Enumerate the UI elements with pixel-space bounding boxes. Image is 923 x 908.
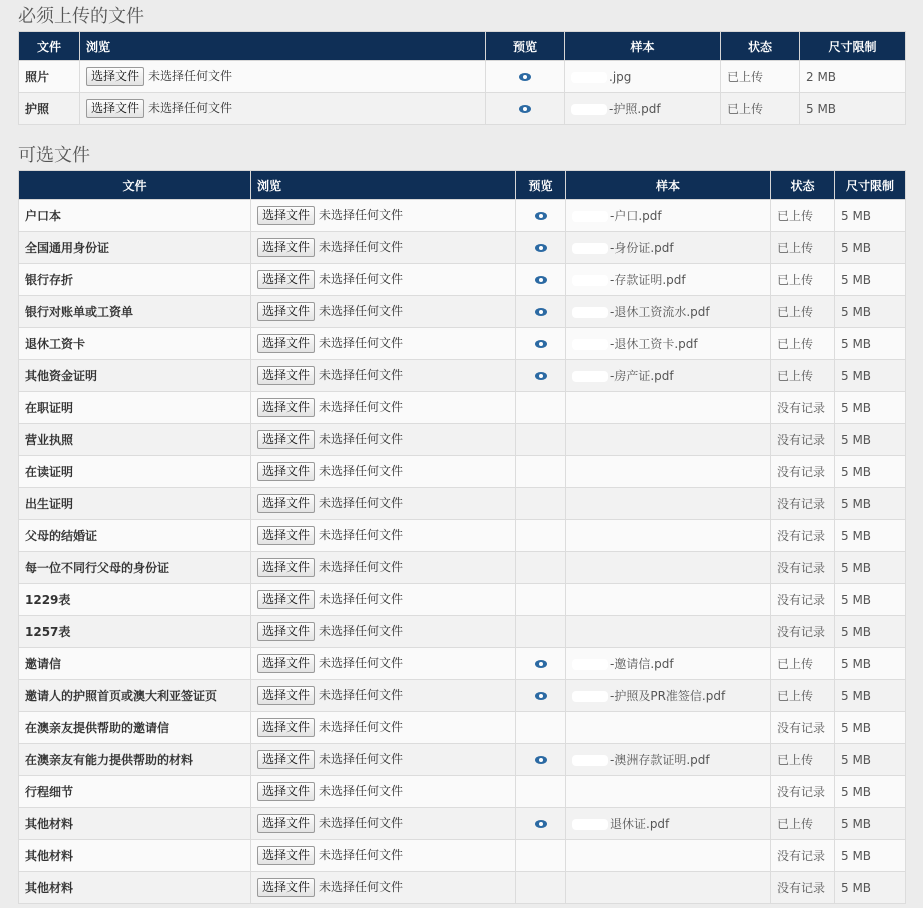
table-row: [19, 840, 906, 872]
sample-cell: [566, 296, 771, 328]
header-browse: 浏览: [80, 32, 486, 61]
size-limit: 5 MB: [835, 776, 906, 808]
file-name: 其他材料: [19, 872, 251, 904]
choose-file-button[interactable]: 选择文件: [257, 718, 315, 737]
browse-cell: [251, 872, 516, 904]
status-text: 没有记录: [771, 712, 835, 744]
header-browse: 浏览: [251, 171, 516, 200]
choose-file-button[interactable]: 选择文件: [257, 686, 315, 705]
eye-icon[interactable]: [535, 372, 547, 380]
no-file-chosen-text: 未选择任何文件: [319, 624, 404, 638]
sample-file-link[interactable]: 退休证.pdf: [610, 817, 670, 831]
table-row: [19, 232, 906, 264]
table-row: [19, 200, 906, 232]
no-file-chosen-text: 未选择任何文件: [319, 592, 404, 606]
sample-cell: [565, 93, 721, 125]
sample-cell: [566, 744, 771, 776]
browse-cell: [251, 808, 516, 840]
status-text: 已上传: [771, 744, 835, 776]
file-name: 全国通用身份证: [19, 232, 251, 264]
size-limit: 2 MB: [800, 61, 906, 93]
size-limit: 5 MB: [835, 648, 906, 680]
optional-files-table: [18, 170, 906, 904]
choose-file-button[interactable]: 选择文件: [257, 526, 315, 545]
browse-cell: [251, 456, 516, 488]
status-text: 已上传: [771, 296, 835, 328]
choose-file-button[interactable]: 选择文件: [257, 430, 315, 449]
table-row: [19, 648, 906, 680]
table-row: [19, 520, 906, 552]
file-name: 邀请人的护照首页或澳大利亚签证页: [19, 680, 251, 712]
table-row: [19, 328, 906, 360]
choose-file-button[interactable]: 选择文件: [257, 878, 315, 897]
preview-cell: [516, 488, 566, 520]
redacted-name: [572, 275, 608, 286]
choose-file-button[interactable]: 选择文件: [257, 270, 315, 289]
no-file-chosen-text: 未选择任何文件: [319, 368, 404, 382]
table-row: [19, 93, 906, 125]
size-limit: 5 MB: [835, 584, 906, 616]
choose-file-button[interactable]: 选择文件: [86, 99, 144, 118]
file-name: 护照: [19, 93, 80, 125]
eye-icon[interactable]: [535, 340, 547, 348]
file-name: 户口本: [19, 200, 251, 232]
header-file: 文件: [19, 171, 251, 200]
status-text: 没有记录: [771, 392, 835, 424]
status-text: 没有记录: [771, 424, 835, 456]
table-row: [19, 424, 906, 456]
table-row: [19, 776, 906, 808]
choose-file-button[interactable]: 选择文件: [257, 622, 315, 641]
table-row: [19, 264, 906, 296]
preview-cell: [516, 808, 566, 840]
sample-cell: [566, 264, 771, 296]
file-name: 其他资金证明: [19, 360, 251, 392]
browse-cell: [251, 520, 516, 552]
redacted-name: [572, 371, 608, 382]
preview-cell: [516, 264, 566, 296]
browse-cell: [251, 360, 516, 392]
no-file-chosen-text: 未选择任何文件: [319, 272, 404, 286]
sample-cell: [566, 456, 771, 488]
status-text: 已上传: [771, 360, 835, 392]
eye-icon[interactable]: [519, 105, 531, 113]
eye-icon[interactable]: [535, 212, 547, 220]
status-text: 已上传: [771, 680, 835, 712]
browse-cell: [251, 840, 516, 872]
sample-cell: [566, 392, 771, 424]
table-row: [19, 744, 906, 776]
sample-cell: [566, 616, 771, 648]
redacted-name: [572, 691, 608, 702]
eye-icon[interactable]: [519, 73, 531, 81]
choose-file-button[interactable]: 选择文件: [257, 750, 315, 769]
browse-cell: [251, 552, 516, 584]
size-limit: 5 MB: [835, 520, 906, 552]
table-row: [19, 680, 906, 712]
eye-icon[interactable]: [535, 756, 547, 764]
status-text: 已上传: [771, 328, 835, 360]
table-row: [19, 584, 906, 616]
redacted-name: [572, 339, 608, 350]
table-row: [19, 392, 906, 424]
status-text: 没有记录: [771, 520, 835, 552]
table-row: [19, 456, 906, 488]
no-file-chosen-text: 未选择任何文件: [319, 688, 404, 702]
no-file-chosen-text: 未选择任何文件: [319, 400, 404, 414]
browse-cell: [251, 712, 516, 744]
size-limit: 5 MB: [835, 872, 906, 904]
browse-cell: [80, 93, 486, 125]
file-name: 在读证明: [19, 456, 251, 488]
choose-file-button[interactable]: 选择文件: [257, 462, 315, 481]
header-preview: 预览: [486, 32, 565, 61]
preview-cell: [516, 328, 566, 360]
redacted-name: [572, 659, 608, 670]
preview-cell: [516, 424, 566, 456]
browse-cell: [251, 264, 516, 296]
sample-cell: [566, 584, 771, 616]
preview-cell: [516, 456, 566, 488]
file-name: 照片: [19, 61, 80, 93]
sample-file-link[interactable]: -存款证明.pdf: [610, 273, 686, 287]
eye-icon[interactable]: [535, 660, 547, 668]
no-file-chosen-text: 未选择任何文件: [319, 208, 404, 222]
browse-cell: [251, 744, 516, 776]
sample-cell: [566, 200, 771, 232]
header-preview: 预览: [516, 171, 566, 200]
size-limit: 5 MB: [835, 744, 906, 776]
no-file-chosen-text: 未选择任何文件: [319, 304, 404, 318]
browse-cell: [251, 392, 516, 424]
no-file-chosen-text: 未选择任何文件: [319, 784, 404, 798]
choose-file-button[interactable]: 选择文件: [257, 654, 315, 673]
required-files-table: [18, 31, 906, 125]
size-limit: 5 MB: [835, 264, 906, 296]
sample-cell: [566, 840, 771, 872]
header-sample: 样本: [565, 32, 721, 61]
size-limit: 5 MB: [835, 360, 906, 392]
choose-file-button[interactable]: 选择文件: [257, 206, 315, 225]
size-limit: 5 MB: [835, 680, 906, 712]
preview-cell: [516, 744, 566, 776]
size-limit: 5 MB: [835, 840, 906, 872]
choose-file-button[interactable]: 选择文件: [257, 334, 315, 353]
browse-cell: [251, 488, 516, 520]
browse-cell: [251, 200, 516, 232]
file-name: 每一位不同行父母的身份证: [19, 552, 251, 584]
file-name: 其他材料: [19, 808, 251, 840]
table-row: [19, 296, 906, 328]
no-file-chosen-text: 未选择任何文件: [319, 240, 404, 254]
file-name: 在澳亲友提供帮助的邀请信: [19, 712, 251, 744]
choose-file-button[interactable]: 选择文件: [86, 67, 144, 86]
table-row: [19, 488, 906, 520]
size-limit: 5 MB: [835, 552, 906, 584]
size-limit: 5 MB: [835, 456, 906, 488]
file-name: 行程细节: [19, 776, 251, 808]
header-limit: 尺寸限制: [835, 171, 906, 200]
preview-cell: [516, 552, 566, 584]
status-text: 没有记录: [771, 616, 835, 648]
no-file-chosen-text: 未选择任何文件: [148, 69, 233, 83]
header-sample: 样本: [566, 171, 771, 200]
file-name: 银行存折: [19, 264, 251, 296]
status-text: 已上传: [721, 61, 800, 93]
no-file-chosen-text: 未选择任何文件: [319, 848, 404, 862]
status-text: 没有记录: [771, 840, 835, 872]
preview-cell: [516, 232, 566, 264]
table-row: [19, 61, 906, 93]
status-text: 已上传: [771, 232, 835, 264]
sample-file-link[interactable]: -邀请信.pdf: [610, 657, 674, 671]
header-file: 文件: [19, 32, 80, 61]
browse-cell: [251, 584, 516, 616]
no-file-chosen-text: 未选择任何文件: [319, 720, 404, 734]
preview-cell: [516, 840, 566, 872]
browse-cell: [251, 424, 516, 456]
choose-file-button[interactable]: 选择文件: [257, 366, 315, 385]
table-row: [19, 360, 906, 392]
choose-file-button[interactable]: 选择文件: [257, 782, 315, 801]
table-row: [19, 616, 906, 648]
header-status: 状态: [771, 171, 835, 200]
choose-file-button[interactable]: 选择文件: [257, 814, 315, 833]
sample-cell: [565, 61, 721, 93]
redacted-name: [572, 211, 608, 222]
no-file-chosen-text: 未选择任何文件: [319, 464, 404, 478]
redacted-name: [572, 307, 608, 318]
no-file-chosen-text: 未选择任何文件: [319, 880, 404, 894]
size-limit: 5 MB: [835, 424, 906, 456]
no-file-chosen-text: 未选择任何文件: [319, 656, 404, 670]
preview-cell: [516, 712, 566, 744]
choose-file-button[interactable]: 选择文件: [257, 302, 315, 321]
sample-file-link[interactable]: -退休工资卡.pdf: [610, 337, 698, 351]
sample-file-link[interactable]: .jpg: [609, 69, 632, 84]
choose-file-button[interactable]: 选择文件: [257, 590, 315, 609]
sample-cell: [566, 328, 771, 360]
eye-icon[interactable]: [535, 244, 547, 252]
sample-cell: [566, 424, 771, 456]
no-file-chosen-text: 未选择任何文件: [319, 560, 404, 574]
table-row: [19, 712, 906, 744]
status-text: 没有记录: [771, 584, 835, 616]
table-row: [19, 808, 906, 840]
file-name: 1257表: [19, 616, 251, 648]
sample-file-link[interactable]: -户口.pdf: [610, 209, 662, 223]
preview-cell: [516, 584, 566, 616]
header-status: 状态: [721, 32, 800, 61]
file-name: 退休工资卡: [19, 328, 251, 360]
sample-cell: [566, 520, 771, 552]
size-limit: 5 MB: [800, 93, 906, 125]
choose-file-button[interactable]: 选择文件: [257, 238, 315, 257]
preview-cell: [486, 61, 565, 93]
sample-cell: [566, 680, 771, 712]
preview-cell: [516, 680, 566, 712]
preview-cell: [516, 872, 566, 904]
no-file-chosen-text: 未选择任何文件: [319, 336, 404, 350]
no-file-chosen-text: 未选择任何文件: [319, 816, 404, 830]
required-section-title: 必须上传的文件: [18, 6, 144, 27]
file-name: 其他材料: [19, 840, 251, 872]
file-name: 在澳亲友有能力提供帮助的材料: [19, 744, 251, 776]
sample-file-link[interactable]: -房产证.pdf: [610, 369, 674, 383]
file-name: 父母的结婚证: [19, 520, 251, 552]
eye-icon[interactable]: [535, 308, 547, 316]
sample-file-link[interactable]: -护照及PR准签信.pdf: [610, 689, 726, 703]
file-name: 银行对账单或工资单: [19, 296, 251, 328]
size-limit: 5 MB: [835, 200, 906, 232]
sample-file-link[interactable]: -身份证.pdf: [610, 241, 674, 255]
sample-cell: [566, 232, 771, 264]
size-limit: 5 MB: [835, 488, 906, 520]
preview-cell: [516, 200, 566, 232]
sample-cell: [566, 648, 771, 680]
sample-cell: [566, 808, 771, 840]
browse-cell: [80, 61, 486, 93]
file-name: 营业执照: [19, 424, 251, 456]
choose-file-button[interactable]: 选择文件: [257, 398, 315, 417]
sample-cell: [566, 776, 771, 808]
preview-cell: [516, 520, 566, 552]
file-name: 邀请信: [19, 648, 251, 680]
status-text: 没有记录: [771, 552, 835, 584]
preview-cell: [516, 616, 566, 648]
no-file-chosen-text: 未选择任何文件: [148, 101, 233, 115]
status-text: 已上传: [771, 808, 835, 840]
preview-cell: [516, 776, 566, 808]
browse-cell: [251, 776, 516, 808]
status-text: 没有记录: [771, 456, 835, 488]
file-name: 1229表: [19, 584, 251, 616]
choose-file-button[interactable]: 选择文件: [257, 846, 315, 865]
file-name: 在职证明: [19, 392, 251, 424]
redacted-name: [572, 243, 608, 254]
preview-cell: [516, 360, 566, 392]
table-row: [19, 872, 906, 904]
size-limit: 5 MB: [835, 712, 906, 744]
choose-file-button[interactable]: 选择文件: [257, 494, 315, 513]
preview-cell: [516, 392, 566, 424]
no-file-chosen-text: 未选择任何文件: [319, 528, 404, 542]
size-limit: 5 MB: [835, 296, 906, 328]
redacted-name: [571, 72, 607, 83]
preview-cell: [486, 93, 565, 125]
no-file-chosen-text: 未选择任何文件: [319, 752, 404, 766]
redacted-name: [571, 104, 607, 115]
eye-icon[interactable]: [535, 692, 547, 700]
sample-file-link[interactable]: -澳洲存款证明.pdf: [610, 753, 710, 767]
browse-cell: [251, 328, 516, 360]
choose-file-button[interactable]: 选择文件: [257, 558, 315, 577]
eye-icon[interactable]: [535, 276, 547, 284]
eye-icon[interactable]: [535, 820, 547, 828]
size-limit: 5 MB: [835, 232, 906, 264]
optional-section-title: 可选文件: [18, 145, 90, 166]
size-limit: 5 MB: [835, 616, 906, 648]
status-text: 没有记录: [771, 776, 835, 808]
browse-cell: [251, 232, 516, 264]
status-text: 没有记录: [771, 872, 835, 904]
redacted-name: [572, 755, 608, 766]
status-text: 已上传: [721, 93, 800, 125]
size-limit: 5 MB: [835, 328, 906, 360]
no-file-chosen-text: 未选择任何文件: [319, 432, 404, 446]
sample-cell: [566, 360, 771, 392]
preview-cell: [516, 648, 566, 680]
table-row: [19, 552, 906, 584]
sample-file-link[interactable]: -退休工资流水.pdf: [610, 305, 710, 319]
status-text: 已上传: [771, 264, 835, 296]
browse-cell: [251, 680, 516, 712]
status-text: 没有记录: [771, 488, 835, 520]
file-name: 出生证明: [19, 488, 251, 520]
browse-cell: [251, 648, 516, 680]
sample-cell: [566, 872, 771, 904]
redacted-name: [572, 819, 608, 830]
header-limit: 尺寸限制: [800, 32, 906, 61]
no-file-chosen-text: 未选择任何文件: [319, 496, 404, 510]
browse-cell: [251, 616, 516, 648]
sample-cell: [566, 552, 771, 584]
status-text: 已上传: [771, 200, 835, 232]
size-limit: 5 MB: [835, 392, 906, 424]
size-limit: 5 MB: [835, 808, 906, 840]
preview-cell: [516, 296, 566, 328]
status-text: 已上传: [771, 648, 835, 680]
sample-file-link[interactable]: -护照.pdf: [609, 102, 661, 116]
sample-cell: [566, 712, 771, 744]
sample-cell: [566, 488, 771, 520]
browse-cell: [251, 296, 516, 328]
